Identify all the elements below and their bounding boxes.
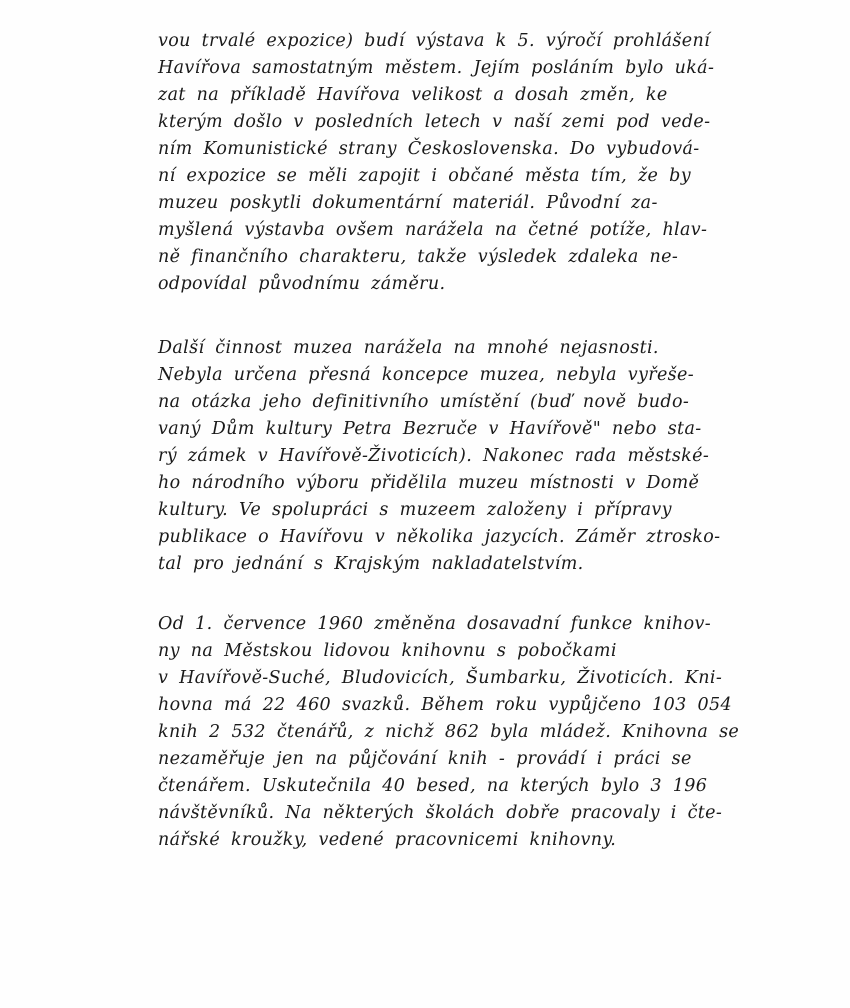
text-line: ho národního výboru přidělila muzeu místnosti v Domě — [158, 473, 700, 493]
text-line: na otázka jeho definitivního umístění (buď nově budo- — [158, 392, 690, 412]
paragraph-museum-activity — [158, 335, 798, 578]
text-line: Další činnost muzea narážela na mnohé nejasnosti. — [158, 338, 659, 358]
text-line: čtenářem. Uskutečnila 40 besed, na kterých bylo 3 196 — [158, 776, 708, 796]
text-line: nezaměřuje jen na půjčování knih - provádí i práci se — [158, 749, 692, 769]
text-line: knih 2 532 čtenářů, z nichž 862 byla mládež. Knihovna se — [158, 722, 740, 742]
text-line: ní expozice se měli zapojit i občané města tím, že by — [158, 166, 691, 186]
text-line: ně finančního charakteru, takže výsledek zdaleka ne- — [158, 247, 679, 267]
text-line: návštěvníků. Na některých školách dobře pracovaly i čte- — [158, 803, 723, 823]
text-line: Havířova samostatným městem. Jejím posláním bylo uká- — [158, 58, 715, 78]
text-line: rý zámek v Havířově-Životicích). Nakonec rada městské- — [158, 446, 710, 466]
text-line: odpovídal původnímu záměru. — [158, 274, 446, 294]
text-line: hovna má 22 460 svazků. Během roku vypůjčeno 103 054 — [158, 695, 732, 715]
paragraph-library — [158, 611, 798, 854]
text-line: nářské kroužky, vedené pracovnicemi knihovny. — [158, 830, 617, 850]
text-line: v Havířově-Suché, Bludovicích, Šumbarku, Životicích. Kni- — [158, 668, 723, 688]
text-line: tal pro jednání s Krajským nakladatelstvím. — [158, 554, 584, 574]
text-line: zat na příkladě Havířova velikost a dosah změn, ke — [158, 85, 668, 105]
text-line: kultury. Ve spolupráci s muzeem založeny i přípravy — [158, 500, 672, 520]
text-line: ním Komunistické strany Československa. Do vybudová- — [158, 139, 700, 159]
paragraph-museum-exhibition — [158, 28, 798, 298]
text-line: myšlená výstavba ovšem narážela na četné potíže, hlav- — [158, 220, 708, 240]
text-line: kterým došlo v posledních letech v naší zemi pod vede- — [158, 112, 711, 132]
text-line: vaný Dům kultury Petra Bezruče v Havířově" nebo sta- — [158, 419, 702, 439]
text-line: publikace o Havířovu v několika jazycích. Záměr ztrosko- — [158, 527, 721, 547]
text-line: muzeu poskytli dokumentární materiál. Původní za- — [158, 193, 658, 213]
text-line: vou trvalé expozice) budí výstava k 5. výročí prohlášení — [158, 31, 711, 51]
text-line: Od 1. července 1960 změněna dosavadní funkce knihov- — [158, 614, 712, 634]
text-line: ny na Městskou lidovou knihovnu s pobočkami — [158, 641, 617, 661]
text-line: Nebyla určena přesná koncepce muzea, nebyla vyřeše- — [158, 365, 694, 385]
